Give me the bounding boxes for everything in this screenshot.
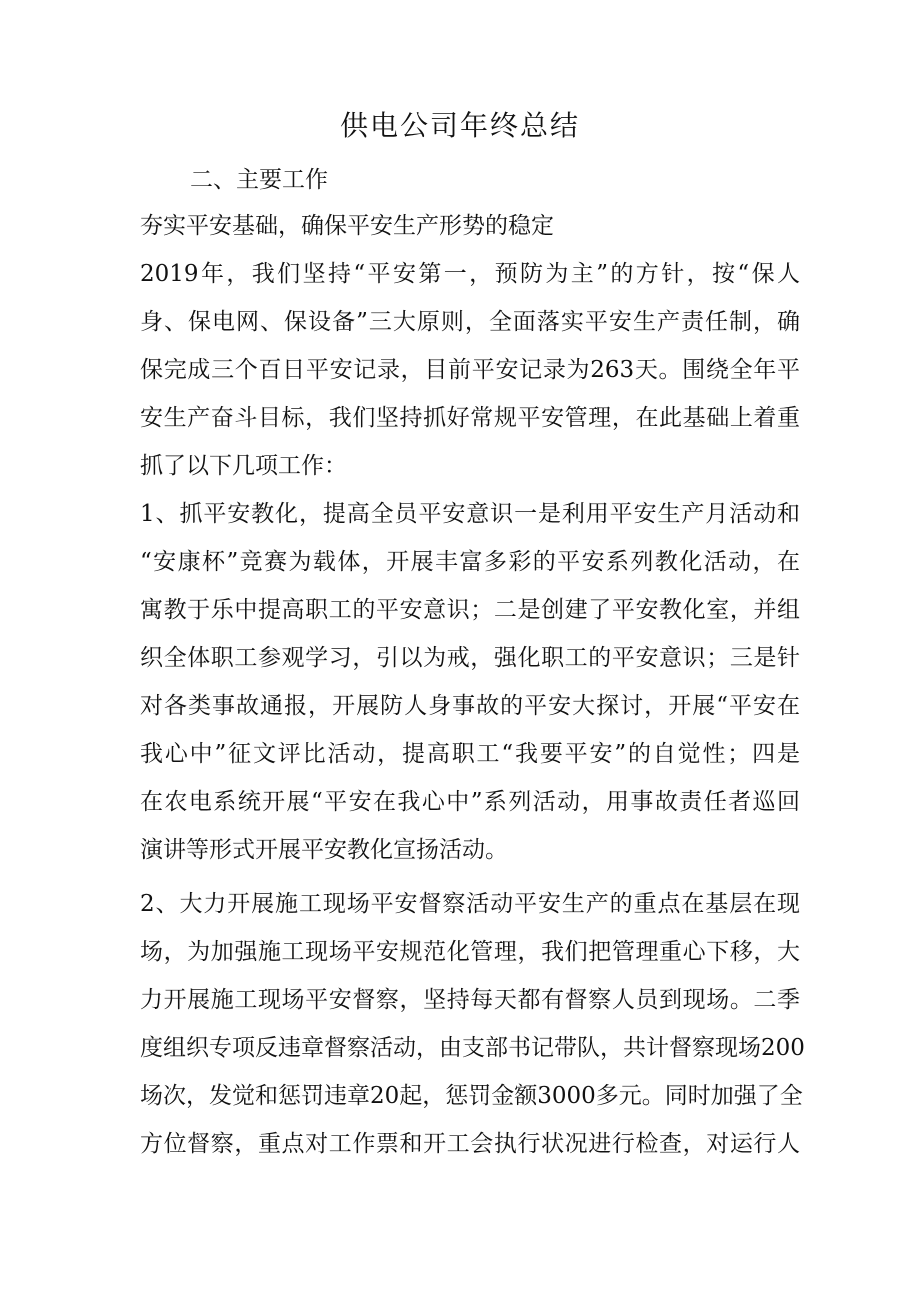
body-line: 对各类事故通报，开展防人身事故的平安大探讨，开展“平安在 [140,693,800,719]
document-title: 供电公司年终总结 [339,109,580,142]
body-line: 2019年，我们坚持“平安第一，预防为主”的方针，按“保人 [140,261,800,287]
body-line: 演讲等形式开展平安教化宣扬活动。 [140,837,508,863]
section-heading: 二、主要工作 [190,167,328,193]
body-line: “安康杯”竞赛为载体，开展丰富多彩的平安系列教化活动，在 [140,549,800,575]
body-line: 度组织专项反违章督察活动，由支部书记带队，共计督察现场200 [140,1035,805,1061]
body-line: 保完成三个百日平安记录，目前平安记录为263天。围绕全年平 [140,357,800,383]
body-line: 安生产奋斗目标，我们坚持抓好常规平安管理，在此基础上着重 [140,405,800,431]
body-line: 我心中”征文评比活动，提高职工“我要平安”的自觉性；四是 [140,741,800,767]
body-line: 2、大力开展施工现场平安督察活动平安生产的重点在基层在现 [140,891,800,917]
subheading: 夯实平安基础，确保平安生产形势的稳定 [140,213,554,239]
body-line: 力开展施工现场平安督察，坚持每天都有督察人员到现场。二季 [140,987,800,1013]
body-line: 身、保电网、保设备”三大原则，全面落实平安生产责任制，确 [140,309,800,335]
body-line: 场次，发觉和惩罚违章20起，惩罚金额3000多元。同时加强了全 [140,1083,803,1109]
body-line: 1、抓平安教化，提高全员平安意识一是利用平安生产月活动和 [140,501,800,527]
body-line: 在农电系统开展“平安在我心中”系列活动，用事故责任者巡回 [140,789,800,815]
body-line: 方位督察，重点对工作票和开工会执行状况进行检查，对运行人 [140,1131,800,1157]
body-line: 织全体职工参观学习，引以为戒，强化职工的平安意识；三是针 [140,645,800,671]
body-line: 寓教于乐中提高职工的平安意识；二是创建了平安教化室，并组 [140,597,800,623]
body-line: 抓了以下几项工作： [140,453,347,479]
body-line: 场，为加强施工现场平安规范化管理，我们把管理重心下移，大 [140,939,800,965]
